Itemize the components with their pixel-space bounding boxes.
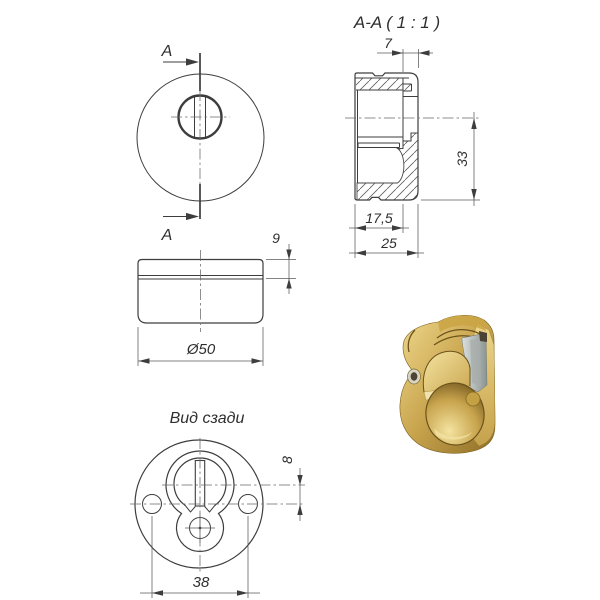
section-letter-top: A	[161, 43, 173, 60]
render-screw-hole-inner	[411, 372, 418, 380]
section-arrow-top	[186, 58, 199, 65]
side-view	[138, 230, 296, 366]
right-step-lines	[403, 133, 411, 141]
render-pin-bump	[466, 392, 480, 406]
section-view	[345, 13, 480, 258]
section-cut-line	[161, 43, 200, 244]
dim-height-label: 33	[454, 151, 470, 167]
dim-diameter	[138, 327, 263, 366]
rear-view	[130, 410, 305, 598]
front-view	[137, 43, 264, 244]
dim-inner-width	[349, 204, 409, 233]
section-arrow-bottom	[186, 213, 199, 220]
dim-lip-width	[377, 35, 433, 72]
render-3d	[400, 315, 495, 453]
spring-plate	[358, 143, 400, 148]
section-letter-bottom: A	[161, 227, 173, 244]
hatch-top-flange	[356, 78, 403, 90]
dim-inner-width-label: 17,5	[365, 210, 393, 226]
dim-total-width-label: 25	[381, 235, 397, 251]
dim-cap-height	[266, 230, 296, 294]
dim-cap-height-label: 9	[272, 230, 280, 246]
dim-center-offset-label: 8	[279, 456, 295, 464]
rear-view-title: Вид сзади	[169, 410, 245, 427]
dim-screw-spacing-label: 38	[192, 574, 210, 591]
hatch-lip	[403, 84, 412, 91]
section-view-title: A-A ( 1 : 1 )	[353, 13, 441, 32]
dim-lip-width-label: 7	[384, 35, 392, 51]
dim-height	[421, 112, 480, 206]
dim-diameter-label: Ø50	[186, 341, 216, 358]
dim-center-offset	[279, 456, 303, 521]
